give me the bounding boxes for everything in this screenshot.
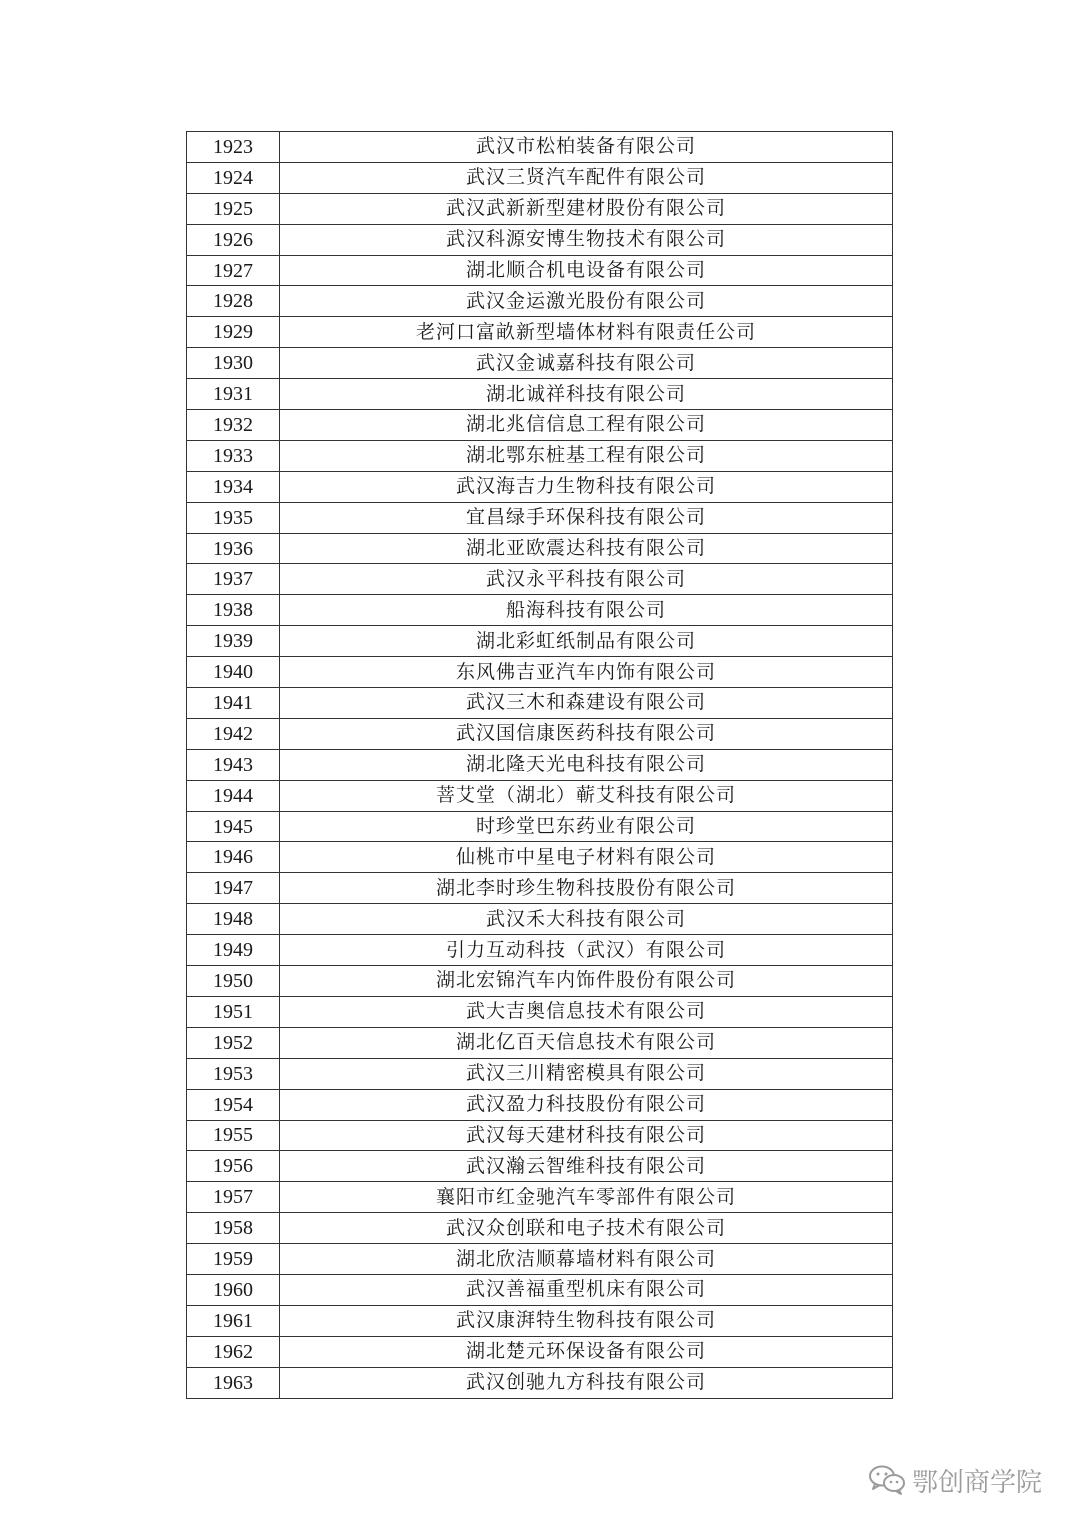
table-row [187, 657, 893, 688]
company-name-cell: 武汉康湃特生物科技有限公司 [280, 1305, 893, 1336]
row-number-cell: 1929 [187, 317, 280, 348]
company-name-cell: 湖北宏锦汽车内饰件股份有限公司 [280, 966, 893, 997]
table-row [187, 132, 893, 163]
table-row [187, 410, 893, 441]
company-name-cell: 武汉国信康医药科技有限公司 [280, 718, 893, 749]
table-row [187, 379, 893, 410]
company-name-cell: 湖北诚祥科技有限公司 [280, 379, 893, 410]
row-number-cell: 1961 [187, 1305, 280, 1336]
row-number-cell: 1954 [187, 1089, 280, 1120]
table-row [187, 595, 893, 626]
row-number-cell: 1946 [187, 842, 280, 873]
row-number-cell: 1935 [187, 502, 280, 533]
row-number-cell: 1931 [187, 379, 280, 410]
company-name-cell: 东风佛吉亚汽车内饰有限公司 [280, 657, 893, 688]
table-row [187, 1089, 893, 1120]
table-row [187, 935, 893, 966]
table-row [187, 1305, 893, 1336]
row-number-cell: 1932 [187, 410, 280, 441]
row-number-cell: 1934 [187, 471, 280, 502]
company-name-cell: 武汉创驰九方科技有限公司 [280, 1367, 893, 1398]
row-number-cell: 1951 [187, 996, 280, 1027]
company-name-cell: 武汉禾大科技有限公司 [280, 904, 893, 935]
table-row [187, 1274, 893, 1305]
watermark [868, 1460, 1042, 1500]
row-number-cell: 1933 [187, 440, 280, 471]
table-row [187, 842, 893, 873]
row-number-cell: 1938 [187, 595, 280, 626]
company-name-cell: 武汉三贤汽车配件有限公司 [280, 162, 893, 193]
table-row [187, 348, 893, 379]
company-name-cell: 菩艾堂（湖北）蕲艾科技有限公司 [280, 780, 893, 811]
company-name-cell: 湖北欣洁顺幕墙材料有限公司 [280, 1244, 893, 1275]
row-number-cell: 1927 [187, 255, 280, 286]
table-row [187, 996, 893, 1027]
company-name-cell: 武汉众创联和电子技术有限公司 [280, 1213, 893, 1244]
row-number-cell: 1930 [187, 348, 280, 379]
row-number-cell: 1955 [187, 1120, 280, 1151]
row-number-cell: 1960 [187, 1274, 280, 1305]
company-name-cell: 武汉永平科技有限公司 [280, 564, 893, 595]
table-row [187, 626, 893, 657]
row-number-cell: 1957 [187, 1182, 280, 1213]
table-row [187, 162, 893, 193]
row-number-cell: 1958 [187, 1213, 280, 1244]
row-number-cell: 1939 [187, 626, 280, 657]
row-number-cell: 1963 [187, 1367, 280, 1398]
row-number-cell: 1923 [187, 132, 280, 163]
table-row [187, 471, 893, 502]
row-number-cell: 1953 [187, 1058, 280, 1089]
company-name-cell: 武汉三木和森建设有限公司 [280, 688, 893, 719]
company-name-cell: 湖北鄂东桩基工程有限公司 [280, 440, 893, 471]
company-name-cell: 时珍堂巴东药业有限公司 [280, 811, 893, 842]
row-number-cell: 1962 [187, 1336, 280, 1367]
row-number-cell: 1924 [187, 162, 280, 193]
company-name-cell: 襄阳市红金驰汽车零部件有限公司 [280, 1182, 893, 1213]
company-name-cell: 湖北亿百天信息技术有限公司 [280, 1027, 893, 1058]
company-name-cell: 武汉盈力科技股份有限公司 [280, 1089, 893, 1120]
row-number-cell: 1950 [187, 966, 280, 997]
company-name-cell: 武汉瀚云智维科技有限公司 [280, 1151, 893, 1182]
table-row [187, 966, 893, 997]
row-number-cell: 1926 [187, 224, 280, 255]
row-number-cell: 1952 [187, 1027, 280, 1058]
table-row [187, 564, 893, 595]
table-row [187, 904, 893, 935]
table-row [187, 780, 893, 811]
company-name-cell: 武汉三川精密模具有限公司 [280, 1058, 893, 1089]
table-row [187, 255, 893, 286]
table-row [187, 749, 893, 780]
row-number-cell: 1948 [187, 904, 280, 935]
table-row [187, 873, 893, 904]
company-name-cell: 武汉金运激光股份有限公司 [280, 286, 893, 317]
row-number-cell: 1936 [187, 533, 280, 564]
table-row [187, 1151, 893, 1182]
company-name-cell: 仙桃市中星电子材料有限公司 [280, 842, 893, 873]
company-list-table [186, 131, 893, 1399]
table-row [187, 440, 893, 471]
row-number-cell: 1949 [187, 935, 280, 966]
table-row [187, 1367, 893, 1398]
company-name-cell: 湖北顺合机电设备有限公司 [280, 255, 893, 286]
company-name-cell: 湖北兆信信息工程有限公司 [280, 410, 893, 441]
table-row [187, 1213, 893, 1244]
company-name-cell: 湖北隆天光电科技有限公司 [280, 749, 893, 780]
wechat-icon [868, 1464, 906, 1496]
row-number-cell: 1937 [187, 564, 280, 595]
company-name-cell: 武汉科源安博生物技术有限公司 [280, 224, 893, 255]
row-number-cell: 1959 [187, 1244, 280, 1275]
company-name-cell: 武汉金诚嘉科技有限公司 [280, 348, 893, 379]
company-list-table-wrapper [186, 131, 893, 1399]
company-name-cell: 宜昌绿手环保科技有限公司 [280, 502, 893, 533]
company-name-cell: 武汉市松柏装备有限公司 [280, 132, 893, 163]
table-row [187, 811, 893, 842]
table-body [187, 132, 893, 1399]
table-row [187, 1182, 893, 1213]
row-number-cell: 1945 [187, 811, 280, 842]
company-name-cell: 湖北李时珍生物科技股份有限公司 [280, 873, 893, 904]
row-number-cell: 1925 [187, 193, 280, 224]
row-number-cell: 1947 [187, 873, 280, 904]
company-name-cell: 武汉每天建材科技有限公司 [280, 1120, 893, 1151]
row-number-cell: 1928 [187, 286, 280, 317]
watermark-text: 鄂创商学院 [912, 1467, 1043, 1498]
company-name-cell: 引力互动科技（武汉）有限公司 [280, 935, 893, 966]
company-name-cell: 武大吉奥信息技术有限公司 [280, 996, 893, 1027]
table-row [187, 718, 893, 749]
company-name-cell: 湖北彩虹纸制品有限公司 [280, 626, 893, 657]
table-row [187, 286, 893, 317]
table-row [187, 193, 893, 224]
row-number-cell: 1943 [187, 749, 280, 780]
company-name-cell: 船海科技有限公司 [280, 595, 893, 626]
row-number-cell: 1944 [187, 780, 280, 811]
row-number-cell: 1941 [187, 688, 280, 719]
table-row [187, 1244, 893, 1275]
table-row [187, 502, 893, 533]
table-row [187, 1336, 893, 1367]
table-row [187, 224, 893, 255]
company-name-cell: 武汉海吉力生物科技有限公司 [280, 471, 893, 502]
company-name-cell: 湖北楚元环保设备有限公司 [280, 1336, 893, 1367]
company-name-cell: 湖北亚欧震达科技有限公司 [280, 533, 893, 564]
table-row [187, 317, 893, 348]
company-name-cell: 老河口富畝新型墙体材料有限责任公司 [280, 317, 893, 348]
company-name-cell: 武汉善福重型机床有限公司 [280, 1274, 893, 1305]
table-row [187, 533, 893, 564]
row-number-cell: 1956 [187, 1151, 280, 1182]
table-row [187, 1058, 893, 1089]
table-row [187, 1120, 893, 1151]
row-number-cell: 1940 [187, 657, 280, 688]
table-row [187, 688, 893, 719]
table-row [187, 1027, 893, 1058]
company-name-cell: 武汉武新新型建材股份有限公司 [280, 193, 893, 224]
row-number-cell: 1942 [187, 718, 280, 749]
